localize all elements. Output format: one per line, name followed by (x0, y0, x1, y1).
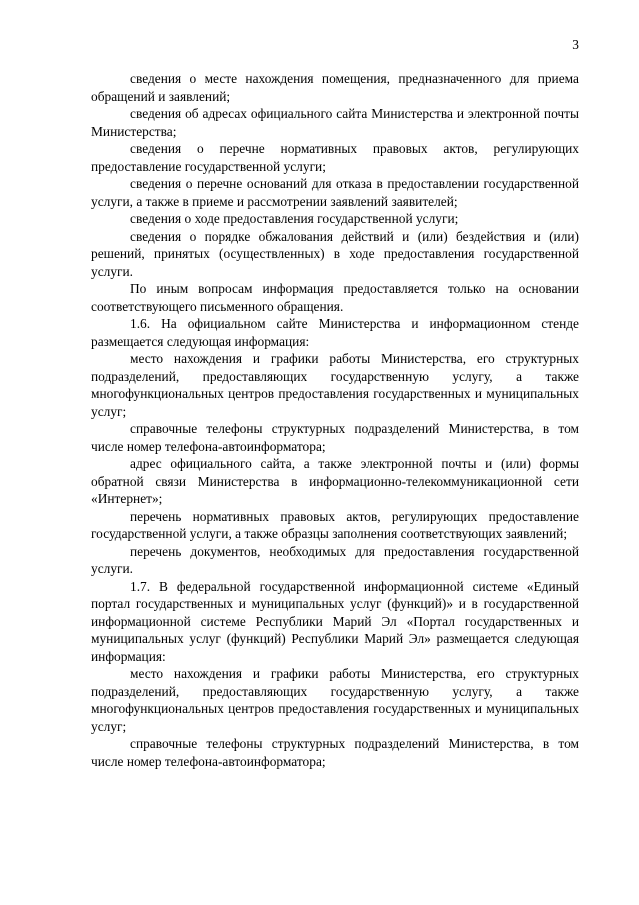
paragraph-section-1-7: 1.7. В федеральной государственной информационной системе «Единый портал государственных и муниципальных услуг (функций)» и в государственной информационной системе Республики Марий Эл «Портал государственных и муниципальных услуг (функций) Республики Марий Эл» размещается следующая информация: (91, 578, 579, 664)
paragraph-legal-acts-list: перечень нормативных правовых актов, регулирующих предоставление государственной услуги, а также образцы заполнения соответствующих заявлений; (91, 508, 579, 541)
paragraph-location-schedule-portal: место нахождения и графики работы Министерства, его структурных подразделений, предоставляющих государственную услугу, а также многофункциональных центров предоставления государственных и муниципальных услуг; (91, 666, 579, 734)
paragraph-appeal-procedure: сведения о порядке обжалования действий и (или) бездействия и (или) решений, принятых (осуществленных) в ходе предоставления государственной услуги. (91, 228, 579, 279)
paragraph-reference-phones-portal: справочные телефоны структурных подразделений Министерства, в том числе номер телефона-автоинформатора; (91, 736, 579, 769)
paragraph-legal-acts: сведения о перечне нормативных правовых актов, регулирующих предоставление государственной услуги; (91, 141, 579, 174)
document-body (91, 70, 579, 770)
paragraph-website-address: адрес официального сайта, а также электронной почты и (или) формы обратной связи Министерства в информационно-телекоммуникационной сети «Интернет»; (91, 456, 579, 506)
page-number: 3 (572, 37, 579, 52)
paragraph-reference-phones: справочные телефоны структурных подразделений Министерства, в том числе номер телефона-автоинформатора; (91, 421, 579, 454)
paragraph-refusal-grounds: сведения о перечне оснований для отказа в предоставлении государственной услуги, а также в приеме и рассмотрении заявлений заявителей; (91, 176, 579, 209)
paragraph-service-progress: сведения о ходе предоставления государственной услуги; (130, 211, 459, 226)
paragraph-meeting-place: сведения о месте нахождения помещения, предназначенного для приема обращений и заявлений; (91, 71, 579, 104)
paragraph-website-email: сведения об адресах официального сайта Министерства и электронной почты Министерства; (91, 106, 579, 139)
paragraph-other-questions: По иным вопросам информация предоставляется только на основании соответствующего письменного обращения. (91, 281, 579, 314)
paragraph-location-schedule: место нахождения и графики работы Министерства, его структурных подразделений, предоставляющих государственную услугу, а также многофункциональных центров предоставления государственных и муниципальных услуг; (91, 351, 579, 419)
paragraph-section-1-6: 1.6. На официальном сайте Министерства и информационном стенде размещается следующая информация: (91, 316, 579, 349)
paragraph-documents-list: перечень документов, необходимых для предоставления государственной услуги. (91, 543, 579, 576)
